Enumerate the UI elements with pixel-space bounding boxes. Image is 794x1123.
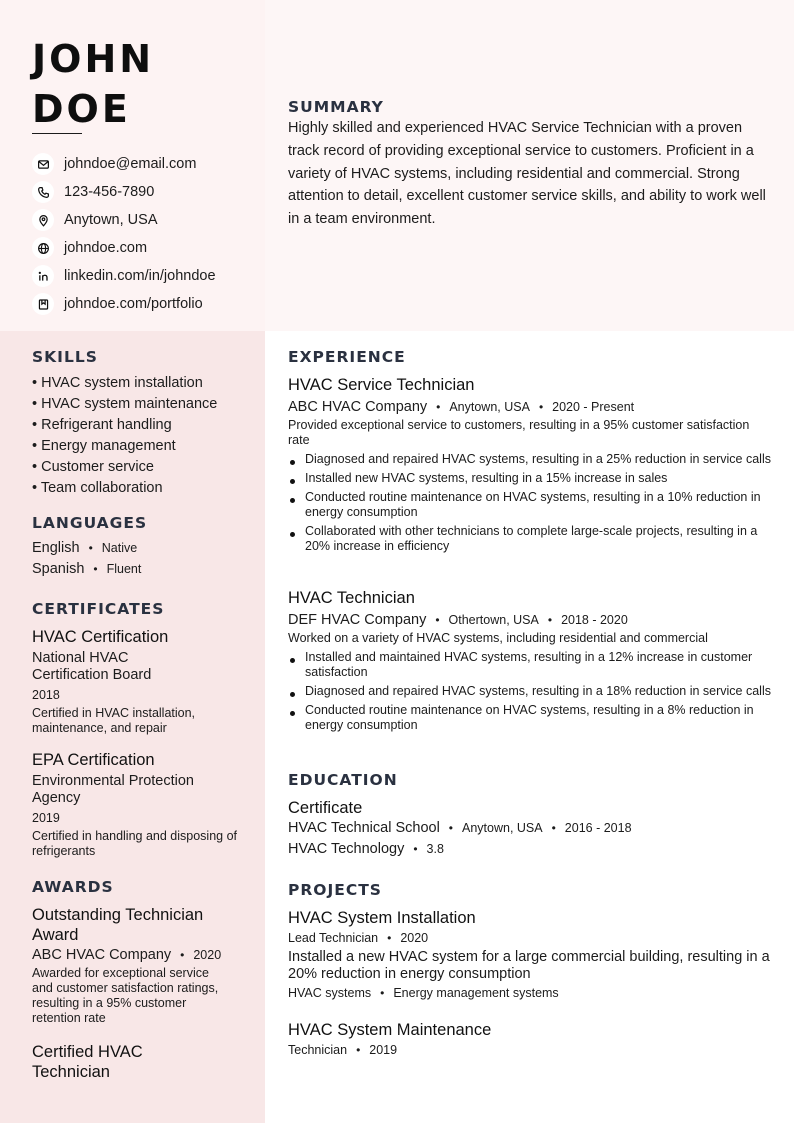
job-summary: Provided exceptional service to customers, resulting in a 95% customer satisfaction rate [288, 418, 750, 447]
contact-linkedin[interactable] [32, 262, 216, 290]
separator-dot: • [435, 613, 440, 627]
award-name: Certified HVAC Technician [32, 1043, 143, 1081]
project-item [288, 1020, 774, 1057]
project-tags [288, 986, 774, 1000]
contact-website[interactable] [32, 234, 216, 262]
job-company: ABC HVAC Company [288, 399, 428, 415]
separator-dot: • [88, 541, 93, 555]
certificates-heading: CERTIFICATES [32, 600, 165, 618]
certificate-desc: Certified in HVAC installation, maintenance, and repair [32, 706, 196, 735]
project-role: Lead Technician [288, 931, 379, 945]
summary-text: Highly skilled and experienced HVAC Service Technician with a proven track record of providing exceptional service to customers. Proficient in a variety of HVAC systems, including residential and commercial. Strong attention to detail, excellent customer service skills, and ability to work well in a team environment. [288, 120, 766, 228]
education-field-row [288, 841, 632, 862]
award-name: Outstanding Technician Award [32, 906, 204, 944]
contact-linkedin-text: linkedin.com/in/johndoe [64, 268, 216, 284]
certificate-item [32, 750, 247, 859]
project-tag: HVAC systems [288, 986, 372, 1000]
email-icon [32, 153, 54, 175]
award-item [32, 905, 247, 1026]
job-company: DEF HVAC Company [288, 612, 427, 628]
project-meta [288, 931, 774, 945]
separator-dot: • [356, 1043, 361, 1057]
skill-item: • Refrigerant handling [32, 417, 172, 433]
education-gpa: 3.8 [426, 842, 444, 856]
language-item [32, 540, 141, 561]
job-location: Anytown, USA [449, 400, 530, 414]
job-item [288, 375, 774, 558]
skill-item: • HVAC system maintenance [32, 396, 218, 412]
bullet-item: Installed and maintained HVAC systems, resulting in a 12% increase in customer satisfaction [288, 650, 774, 680]
globe-icon [32, 237, 54, 259]
projects-heading: PROJECTS [288, 881, 382, 899]
location-icon [32, 209, 54, 231]
separator-dot: • [380, 986, 385, 1000]
separator-dot: • [387, 931, 392, 945]
award-year: 2020 [193, 948, 222, 962]
separator-dot: • [93, 562, 98, 576]
education-school: HVAC Technical School [288, 820, 440, 836]
award-org: ABC HVAC Company [32, 947, 172, 963]
summary-heading: SUMMARY [288, 98, 384, 116]
job-bullets [288, 452, 774, 554]
name-divider [32, 133, 82, 134]
languages-list [32, 540, 141, 582]
language-name: English [32, 540, 80, 556]
bullet-item: Installed new HVAC systems, resulting in a 15% increase in sales [288, 471, 774, 486]
project-name: HVAC System Installation [288, 909, 476, 927]
experience-heading: EXPERIENCE [288, 348, 406, 366]
contact-website-text: johndoe.com [64, 240, 148, 256]
certificate-name: EPA Certification [32, 751, 155, 769]
project-desc: Installed a new HVAC system for a large commercial building, resulting in a 20% reduction in energy consumption [288, 949, 770, 982]
job-bullets [288, 650, 774, 733]
language-level: Fluent [106, 562, 142, 576]
certificate-year: 2019 [32, 811, 60, 825]
certificate-org: National HVAC Certification Board [32, 650, 152, 683]
contact-location [32, 206, 216, 234]
separator-dot: • [436, 400, 441, 414]
project-role: Technician [288, 1043, 348, 1057]
separator-dot: • [551, 821, 556, 835]
last-name: DOE [32, 87, 131, 131]
project-year: 2020 [400, 931, 429, 945]
education-meta [288, 820, 632, 841]
skills-list [32, 373, 217, 499]
job-title: HVAC Service Technician [288, 376, 475, 394]
job-item [288, 588, 774, 737]
bullet-item: Diagnosed and repaired HVAC systems, resulting in a 18% reduction in service calls [288, 684, 774, 699]
project-tag: Energy management systems [393, 986, 559, 1000]
portfolio-icon [32, 293, 54, 315]
education-heading: EDUCATION [288, 771, 398, 789]
award-item [32, 1042, 247, 1082]
bullet-item: Conducted routine maintenance on HVAC systems, resulting in a 10% reduction in energy consumption [288, 490, 774, 520]
language-name: Spanish [32, 561, 85, 577]
project-item [288, 908, 774, 1000]
project-year: 2019 [369, 1043, 398, 1057]
education-location: Anytown, USA [462, 821, 543, 835]
project-meta [288, 1043, 774, 1057]
job-meta [288, 399, 774, 415]
separator-dot: • [448, 821, 453, 835]
separator-dot: • [413, 842, 418, 856]
contact-portfolio-text: johndoe.com/portfolio [64, 296, 203, 312]
education-item [288, 798, 632, 862]
certificate-org: Environmental Protection Agency [32, 773, 194, 806]
award-meta [32, 947, 247, 963]
awards-heading: AWARDS [32, 878, 114, 896]
contact-email-text: johndoe@email.com [64, 156, 197, 172]
skill-item: • Customer service [32, 459, 154, 475]
project-name: HVAC System Maintenance [288, 1021, 492, 1039]
language-item [32, 561, 141, 582]
contact-email[interactable] [32, 150, 216, 178]
job-dates: 2018 - 2020 [561, 613, 628, 627]
certificate-name: HVAC Certification [32, 628, 169, 646]
first-name: JOHN [32, 37, 155, 81]
bullet-item: Conducted routine maintenance on HVAC systems, resulting in a 8% reduction in energy consumption [288, 703, 774, 733]
contact-portfolio[interactable] [32, 290, 216, 318]
job-meta [288, 612, 774, 628]
skills-heading: SKILLS [32, 348, 98, 366]
contact-phone[interactable] [32, 178, 216, 206]
job-title: HVAC Technician [288, 589, 415, 607]
linkedin-icon [32, 265, 54, 287]
separator-dot: • [180, 948, 185, 962]
contact-list [32, 150, 216, 318]
job-summary: Worked on a variety of HVAC systems, including residential and commercial [288, 631, 708, 645]
certificate-desc: Certified in handling and disposing of refrigerants [32, 829, 237, 858]
skill-item: • Team collaboration [32, 480, 163, 496]
job-location: Othertown, USA [448, 613, 539, 627]
certificate-item [32, 627, 247, 736]
phone-icon [32, 181, 54, 203]
separator-dot: • [547, 613, 553, 627]
education-field: HVAC Technology [288, 841, 405, 857]
skill-item: • Energy management [32, 438, 176, 454]
candidate-name [32, 34, 154, 134]
award-desc: Awarded for exceptional service and customer satisfaction ratings, resulting in a 95% customer retention rate [32, 966, 219, 1025]
certificate-year: 2018 [32, 688, 60, 702]
contact-phone-text: 123-456-7890 [64, 184, 155, 200]
language-level: Native [101, 541, 138, 555]
bullet-item: Diagnosed and repaired HVAC systems, resulting in a 25% reduction in service calls [288, 452, 774, 467]
education-degree: Certificate [288, 799, 363, 817]
separator-dot: • [538, 400, 544, 414]
contact-location-text: Anytown, USA [64, 212, 158, 228]
education-dates: 2016 - 2018 [564, 821, 632, 835]
languages-heading: LANGUAGES [32, 514, 148, 532]
job-dates: 2020 - Present [552, 400, 635, 414]
bullet-item: Collaborated with other technicians to complete large-scale projects, resulting in a 20% increase in efficiency [288, 524, 774, 554]
skill-item: • HVAC system installation [32, 375, 203, 391]
